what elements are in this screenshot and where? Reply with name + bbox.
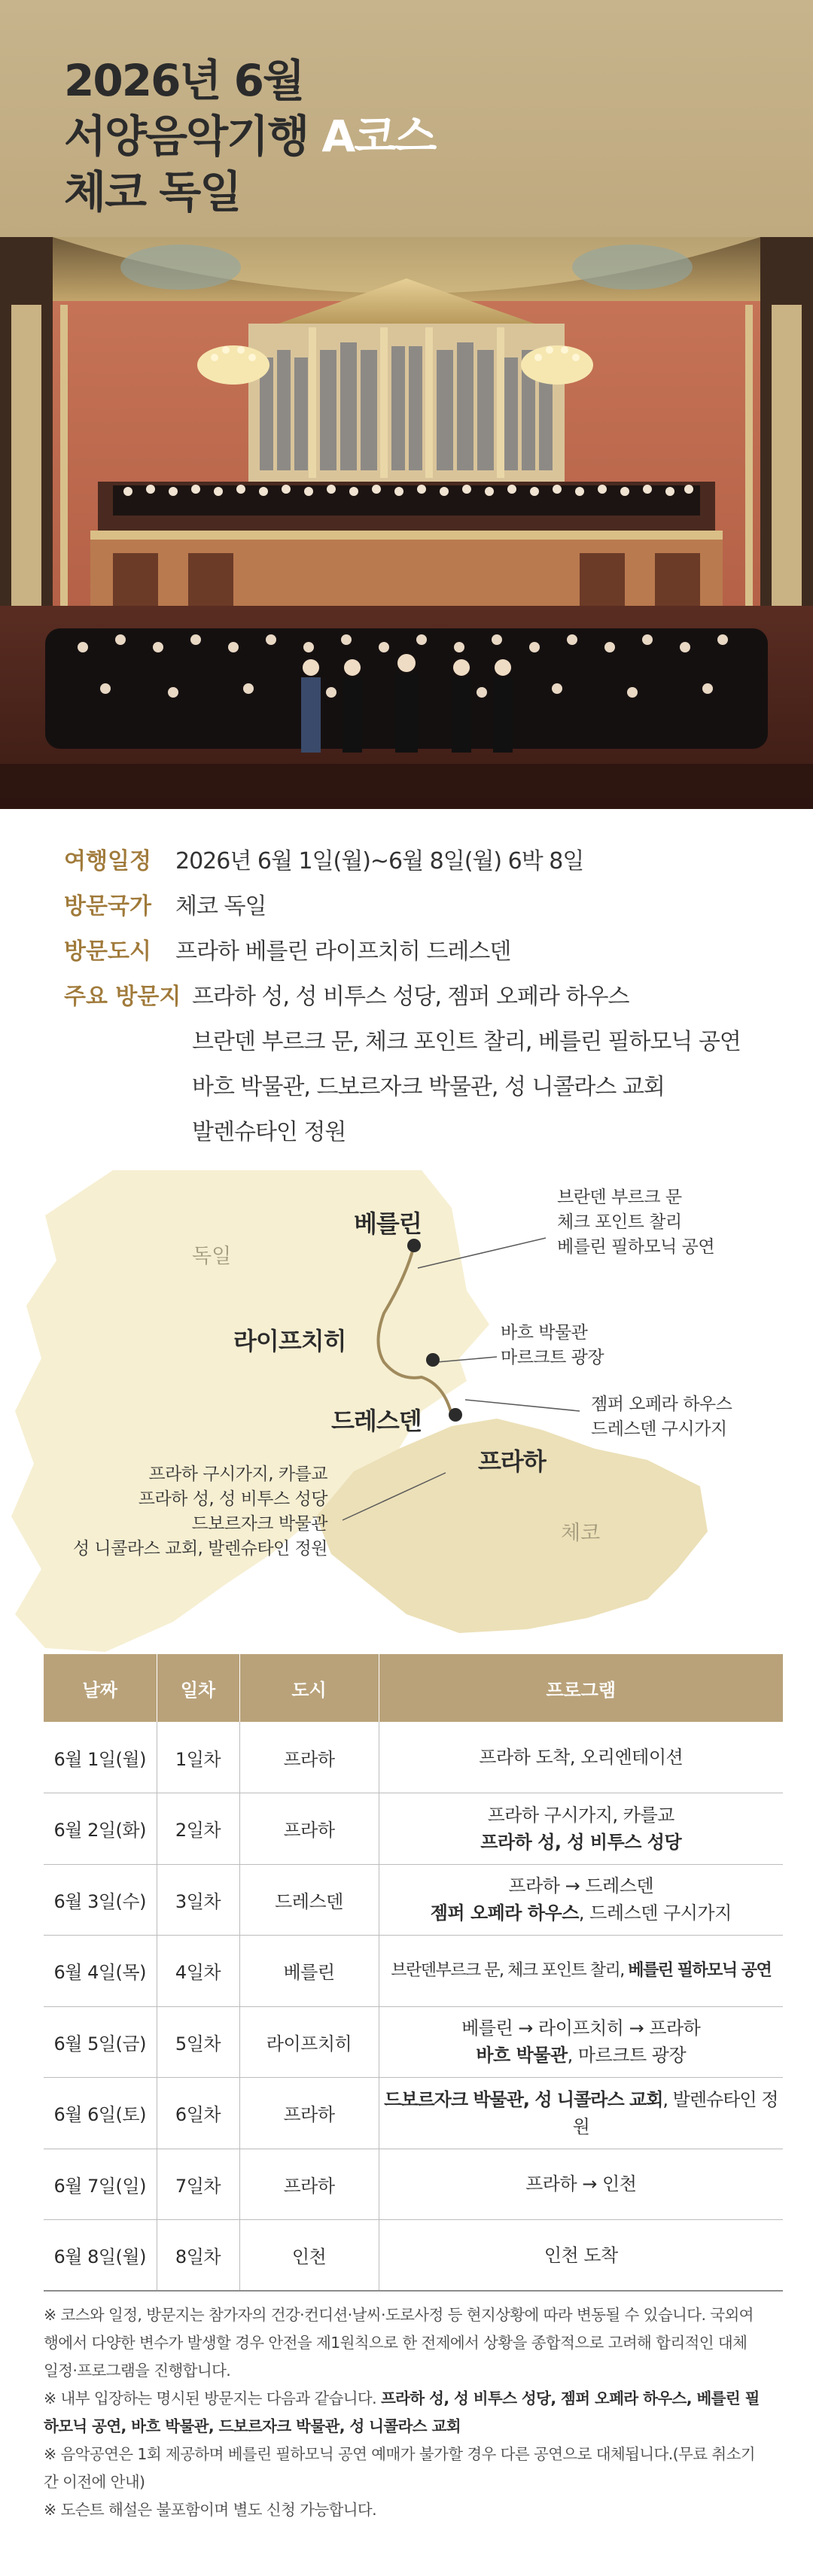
cell-day: 7일차 <box>157 2149 239 2220</box>
program-highlight: 드보르자크 박물관, 성 니콜라스 교회 <box>384 2088 663 2110</box>
table-row <box>44 2220 783 2292</box>
table-row <box>44 2078 783 2149</box>
map-note-line: 드레스덴 구시가지 <box>591 1419 727 1439</box>
program-highlight: 베를린 필하모닉 공연 <box>628 1960 772 1980</box>
cell-city: 인천 <box>239 2220 379 2292</box>
col-header-program: 프로그램 <box>379 1654 783 1722</box>
program-line <box>379 1899 784 1927</box>
cell-program <box>379 1864 783 1936</box>
info-country <box>64 884 757 929</box>
cell-date: 6월 2일(화) <box>44 1793 157 1865</box>
sights-line: 프라하 성, 성 비투스 성당, 젬퍼 오페라 하우스 <box>192 984 629 1010</box>
cell-date: 6월 4일(목) <box>44 1936 157 2007</box>
table-header-row <box>44 1654 783 1722</box>
note-text: ※ 내부 입장하는 명시된 방문지는 다음과 같습니다. <box>44 2389 381 2407</box>
program-text: , 드레스덴 구시가지 <box>578 1902 732 1924</box>
cell-day: 8일차 <box>157 2220 239 2292</box>
table-row <box>44 2006 783 2078</box>
note-line: ※ 코스와 일정, 방문지는 참가자의 건강·컨디션·날씨·도로사정 등 현지상황에 따라 변동될 수 있습니다. 국외여 <box>44 2306 754 2324</box>
map-city-leipzig: 라이프치히 <box>233 1327 346 1355</box>
program-line <box>379 2086 784 2140</box>
table-row <box>44 2149 783 2220</box>
cell-date: 6월 1일(월) <box>44 1722 157 1793</box>
info-city-value: 프라하 베를린 라이프치히 드레스덴 <box>175 938 511 965</box>
cell-day: 4일차 <box>157 1936 239 2007</box>
route-map <box>0 1163 813 1656</box>
cell-date: 6월 6일(토) <box>44 2078 157 2149</box>
map-note-berlin <box>557 1185 714 1260</box>
table-row <box>44 1793 783 1865</box>
notes-section <box>44 2301 781 2524</box>
cell-program <box>379 2006 783 2078</box>
cell-city: 프라하 <box>239 1793 379 1865</box>
cell-city: 프라하 <box>239 2149 379 2220</box>
map-note-line: 베를린 필하모닉 공연 <box>557 1237 715 1257</box>
program-text: , 발렌슈타인 정원 <box>572 2088 778 2137</box>
map-note-line: 바흐 박물관 <box>501 1323 588 1343</box>
schedule-table <box>44 1654 783 2292</box>
program-line: 프라하 → 드레스덴 <box>508 1875 654 1897</box>
info-period-label: 여행일정 <box>64 848 151 874</box>
berlin-dot <box>407 1239 421 1252</box>
program-line: 프라하 도착, 오리엔테이션 <box>479 1747 684 1768</box>
program-line: 프라하 구시가지, 카를교 <box>487 1804 674 1826</box>
map-label-germany: 독일 <box>192 1245 232 1268</box>
map-note-line: 프라하 성, 성 비투스 성당 <box>138 1489 327 1509</box>
cell-day: 6일차 <box>157 2078 239 2149</box>
table-row <box>44 1864 783 1936</box>
program-text: , 마르크트 광장 <box>567 2045 687 2067</box>
info-city <box>64 929 757 975</box>
cell-day: 5일차 <box>157 2006 239 2078</box>
cell-program <box>379 1722 783 1793</box>
info-country-label: 방문국가 <box>64 893 151 920</box>
map-note-line: 체크 포인트 찰리 <box>557 1212 682 1232</box>
note-highlight: 프라하 성, 성 비투스 성당, 젬퍼 오페라 하우스, 베를린 필 <box>380 2389 760 2407</box>
info-sights-value <box>192 975 741 1155</box>
table-row <box>44 1722 783 1793</box>
note-line: ※ 도슨트 해설은 불포함이며 별도 신청 가능합니다. <box>44 2501 377 2519</box>
cell-date: 6월 8일(월) <box>44 2220 157 2292</box>
info-sights <box>64 975 757 1155</box>
cell-date: 6월 5일(금) <box>44 2006 157 2078</box>
map-city-dresden: 드레스덴 <box>331 1407 422 1435</box>
cell-city: 라이프치히 <box>239 2006 379 2078</box>
cell-program <box>379 2220 783 2292</box>
map-label-czech: 체코 <box>561 1522 601 1545</box>
sights-line: 발렌슈타인 정원 <box>192 1119 346 1145</box>
note-line: 행에서 다양한 변수가 발생할 경우 안전을 제1원칙으로 한 전제에서 상황을 종합적으로 고려해 합리적인 대체 <box>44 2334 748 2352</box>
map-note-line: 드보르자크 박물관 <box>191 1514 327 1534</box>
program-line <box>379 2042 784 2069</box>
map-note-dresden <box>591 1392 732 1442</box>
map-city-berlin: 베를린 <box>354 1209 422 1238</box>
dresden-prague-dot <box>449 1408 462 1422</box>
cell-program <box>379 1793 783 1865</box>
cell-date: 6월 7일(일) <box>44 2149 157 2220</box>
leipzig-dot <box>426 1353 440 1367</box>
program-line: 인천 도착 <box>544 2244 618 2266</box>
program-line: 베를린 → 라이프치히 → 프라하 <box>461 2018 701 2039</box>
col-header-day: 일차 <box>157 1654 239 1722</box>
title-course <box>64 111 436 162</box>
program-line <box>379 1957 784 1984</box>
note-line <box>44 2413 781 2441</box>
info-period-value: 2026년 6월 1일(월)~6월 8일(월) 6박 8일 <box>175 848 584 874</box>
program-highlight: 프라하 성, 성 비투스 성당 <box>480 1831 682 1853</box>
cell-city: 프라하 <box>239 2078 379 2149</box>
cell-day: 2일차 <box>157 1793 239 1865</box>
cell-date: 6월 3일(수) <box>44 1864 157 1936</box>
concert-hall-photo <box>0 237 813 809</box>
table-row <box>44 1936 783 2007</box>
cell-program <box>379 1936 783 2007</box>
program-text: 브란덴부르크 문, 체크 포인트 찰리, <box>391 1960 629 1980</box>
program-line: 프라하 → 인천 <box>525 2173 637 2195</box>
cell-day: 1일차 <box>157 1722 239 1793</box>
map-note-line: 성 니콜라스 교회, 발렌슈타인 정원 <box>72 1539 327 1559</box>
info-sights-label: 주요 방문지 <box>64 984 181 1010</box>
col-header-date: 날짜 <box>44 1654 157 1722</box>
title-course-highlight: A코스 <box>321 111 436 162</box>
map-note-line: 브란덴 부르크 문 <box>557 1188 682 1207</box>
page-header <box>0 0 813 237</box>
map-note-leipzig <box>501 1321 604 1370</box>
sights-line: 브란덴 부르크 문, 체크 포인트 찰리, 베를린 필하모닉 공연 <box>192 1029 741 1055</box>
cell-city: 프라하 <box>239 1722 379 1793</box>
col-header-city: 도시 <box>239 1654 379 1722</box>
program-line <box>379 1829 784 1856</box>
map-note-line: 프라하 구시가지, 카를교 <box>148 1464 327 1484</box>
map-note-line: 마르크트 광장 <box>501 1348 604 1367</box>
cell-program <box>379 2078 783 2149</box>
map-note-line: 젬퍼 오페라 하우스 <box>591 1394 732 1414</box>
map-note-prague <box>73 1462 327 1562</box>
program-highlight: 바흐 박물관 <box>476 2045 568 2067</box>
cell-day: 3일차 <box>157 1864 239 1936</box>
note-line <box>44 2385 781 2413</box>
note-highlight: 하모닉 공연, 바흐 박물관, 드보르자크 박물관, 성 니콜라스 교회 <box>44 2417 461 2435</box>
program-highlight: 젬퍼 오페라 하우스 <box>430 1902 579 1924</box>
trip-info <box>64 839 757 1155</box>
cell-city: 드레스덴 <box>239 1864 379 1936</box>
map-city-prague: 프라하 <box>478 1447 546 1476</box>
title-date: 2026년 6월 <box>64 55 304 106</box>
title-countries: 체코 독일 <box>64 166 241 217</box>
cell-program <box>379 2149 783 2220</box>
info-country-value: 체코 독일 <box>175 893 266 920</box>
info-period <box>64 839 757 884</box>
title-course-prefix: 서양음악기행 <box>64 111 322 162</box>
info-city-label: 방문도시 <box>64 938 151 965</box>
cell-city: 베를린 <box>239 1936 379 2007</box>
note-line: ※ 음악공연은 1회 제공하며 베를린 필하모닉 공연 예매가 불가할 경우 다른 공연으로 대체됩니다.(무료 취소기 <box>44 2445 755 2463</box>
note-line: 일정·프로그램을 진행합니다. <box>44 2362 231 2380</box>
note-line: 간 이전에 안내) <box>44 2473 145 2491</box>
sights-line: 바흐 박물관, 드보르자크 박물관, 성 니콜라스 교회 <box>192 1074 665 1100</box>
